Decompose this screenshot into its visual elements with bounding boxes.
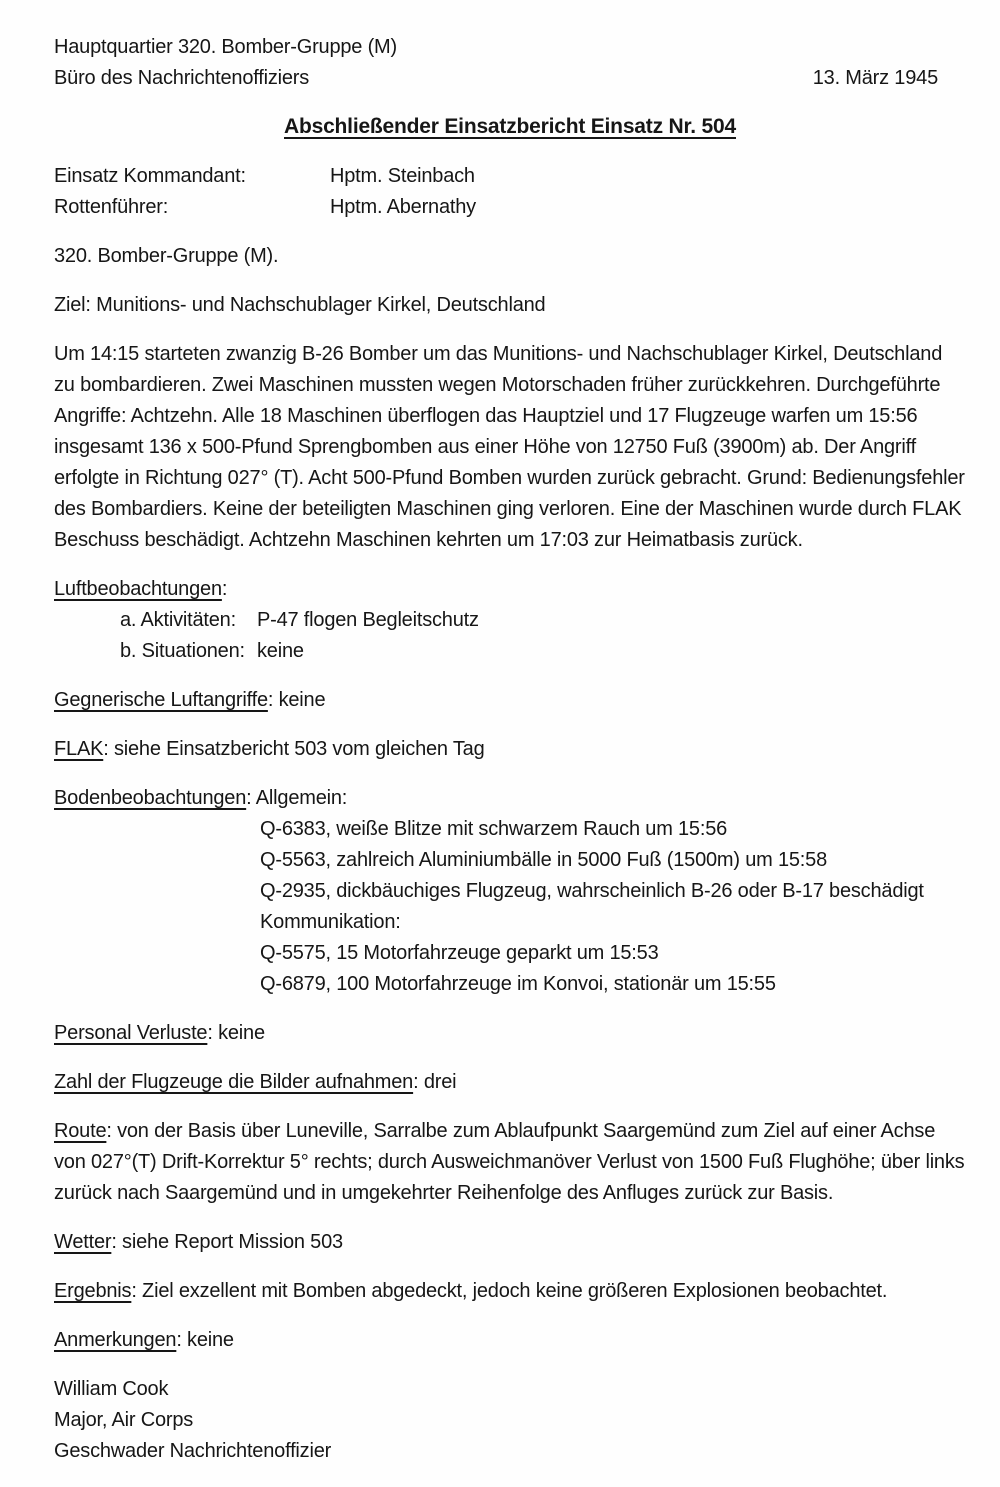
air-observation-value-b: keine [257, 640, 304, 662]
ground-observations-heading [54, 783, 966, 814]
air-observations-label: Luftbeobachtungen [54, 578, 222, 600]
personnel-losses-text: : keine [207, 1022, 265, 1044]
field-value-commander: Hptm. Steinbach [330, 165, 475, 187]
air-observation-label-a: a. Aktivitäten: [120, 609, 236, 631]
signature-role: Geschwader Nachrichtenoffizier [54, 1440, 332, 1462]
ground-observations-label: Bodenbeobachtungen [54, 787, 247, 809]
ground-observation-item: Q-5575, 15 Motorfahrzeuge geparkt um 15:53 [260, 942, 659, 964]
mission-report [54, 32, 971, 1467]
photo-aircraft-label: Zahl der Flugzeuge die Bilder aufnahmen [54, 1071, 414, 1093]
air-observation-item-a [120, 605, 966, 636]
air-observation-item-b [120, 636, 966, 667]
air-observations-heading [54, 574, 966, 605]
signature-rank: Major, Air Corps [54, 1409, 194, 1431]
remarks-text: : keine [176, 1329, 234, 1351]
enemy-air-label: Gegnerische Luftangriffe [54, 689, 268, 711]
section-enemy-air [54, 685, 966, 716]
flak-text: : siehe Einsatzbericht 503 vom gleichen Tag [103, 738, 485, 760]
section-flak [54, 734, 966, 765]
letterhead-row [54, 63, 966, 94]
section-result [54, 1276, 966, 1307]
ground-observation-item: Q-2935, dickbäuchiges Flugzeug, wahrscheinlich B-26 oder B-17 beschädigt [260, 880, 924, 902]
field-label-commander: Einsatz Kommandant: [54, 165, 246, 187]
title-row [54, 111, 966, 143]
ground-observation-list [260, 814, 966, 1000]
weather-label: Wetter [54, 1231, 112, 1253]
photo-aircraft-text: : drei [413, 1071, 457, 1093]
section-personnel-losses [54, 1018, 966, 1049]
ground-observation-item: Q-6383, weiße Blitze mit schwarzem Rauch um 15:56 [260, 818, 728, 840]
route-text: : von der Basis über Luneville, Sarralbe zum Ablaufpunkt Saargemünd zum Ziel auf einer Achse von 027°(T) Drift-Korrektur 5° rechts; durch Ausweichmanöver Verlust von 1500 Fuß Flughöhe; über links zurück nach Saargemünd und in umgekehrter Reihenfolge des Anfluges zurück zur Basis. [54, 1120, 970, 1204]
remarks-label: Anmerkungen [54, 1329, 177, 1351]
section-remarks [54, 1325, 966, 1356]
personnel-losses-label: Personal Verluste [54, 1022, 208, 1044]
ground-observations-intro: : Allgemein: [246, 787, 348, 809]
air-observation-label-b: b. Situationen: [120, 640, 245, 662]
air-observation-value-a: P-47 flogen Begleitschutz [257, 609, 479, 631]
enemy-air-text: : keine [267, 689, 326, 711]
signature-name: William Cook [54, 1378, 169, 1400]
section-weather [54, 1227, 966, 1258]
field-row-commander [54, 161, 966, 192]
section-route [54, 1116, 970, 1209]
ground-observation-item: Q-5563, zahlreich Aluminiumbälle in 5000 Fuß (1500m) um 15:58 [260, 849, 827, 871]
letterhead-unit: Hauptquartier 320. Bomber-Gruppe (M) [54, 36, 397, 58]
weather-text: : siehe Report Mission 503 [111, 1231, 343, 1253]
signature-block [54, 1374, 966, 1467]
ground-observation-item: Q-6879, 100 Motorfahrzeuge im Konvoi, stationär um 15:55 [260, 973, 776, 995]
command-fields [54, 161, 966, 223]
section-air-observations [54, 574, 966, 667]
field-value-flight-leader: Hptm. Abernathy [330, 196, 476, 218]
unit-line: 320. Bomber-Gruppe (M). [54, 245, 279, 267]
field-row-flight-leader [54, 192, 966, 223]
target-line: Ziel: Munitions- und Nachschublager Kirkel, Deutschland [54, 294, 546, 316]
report-title: Abschließender Einsatzbericht Einsatz Nr. 504 [284, 115, 736, 138]
section-photo-aircraft [54, 1067, 966, 1098]
report-date: 13. März 1945 [812, 67, 938, 89]
result-text: : Ziel exzellent mit Bomben abgedeckt, jedoch keine größeren Explosionen beobachtet. [131, 1280, 888, 1302]
air-observations-colon: : [221, 578, 228, 600]
narrative-paragraph: Um 14:15 starteten zwanzig B-26 Bomber um das Munitions- und Nachschublager Kirkel, Deutschland zu bombardieren. Zwei Maschinen mussten wegen Motorschaden früher zurückkehren. Durchgeführte Angriffe: Achtzehn. Alle 18 Maschinen überflogen das Hauptziel und 17 Flugzeuge warfen um 15:56 insgesamt 136 x 500-Pfund Sprengbomben aus einer Höhe von 12750 Fuß (3900m) ab. Der Angriff erfolgte in Richtung 027° (T). Acht 500-Pfund Bomben wurden zurück gebracht. Grund: Bedienungsfehler des Bombardiers. Keine der beteiligten Maschinen ging verloren. Eine der Maschinen wurde durch FLAK Beschuss beschädigt. Achtzehn Maschinen kehrten um 17:03 zur Heimatbasis zurück. [54, 343, 971, 551]
letterhead-office: Büro des Nachrichtenoffiziers [54, 67, 310, 89]
ground-observation-subheading: Kommunikation: [260, 911, 401, 933]
route-label: Route [54, 1120, 107, 1142]
section-ground-observations [54, 783, 966, 1000]
flak-label: FLAK [54, 738, 104, 760]
result-label: Ergebnis [54, 1280, 132, 1302]
field-label-flight-leader: Rottenführer: [54, 196, 169, 218]
